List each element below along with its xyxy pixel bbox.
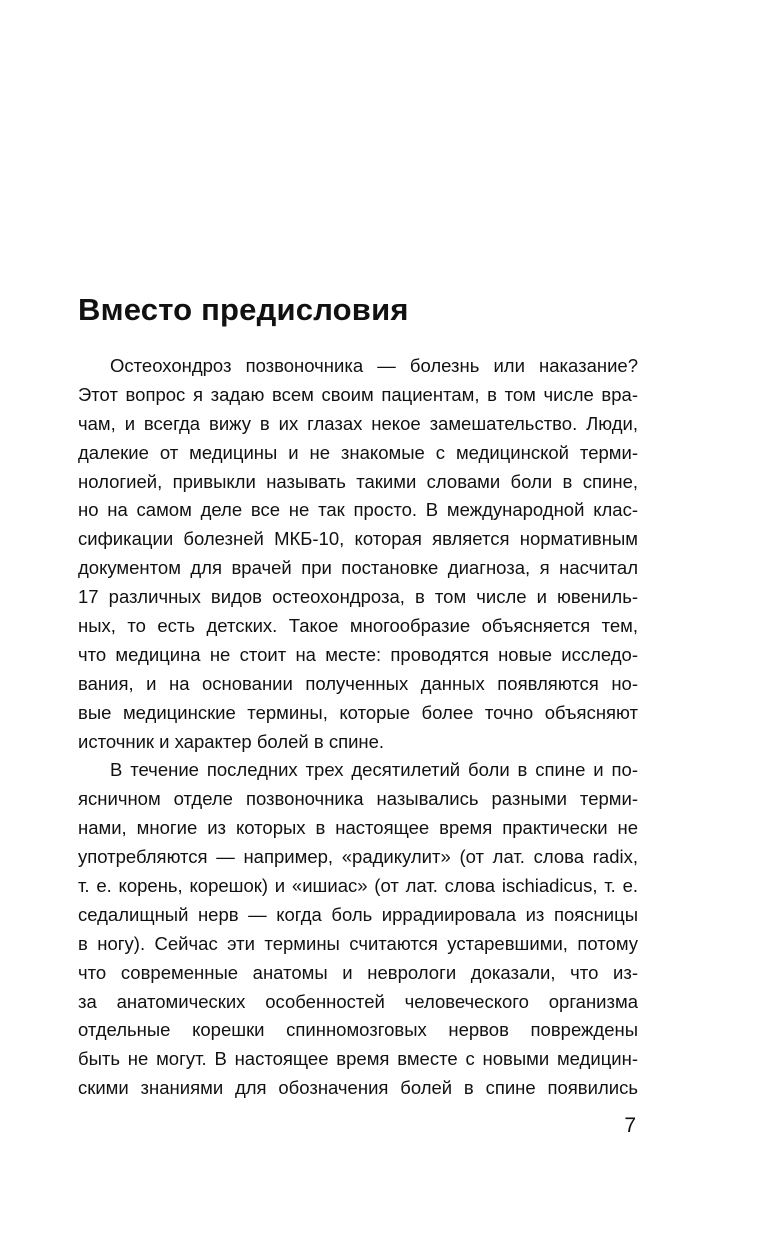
text-line: ных, то есть детских. Такое многообразие объясняется тем, [78, 615, 638, 637]
text-line: вания, и на основании полученных данных появляются но- [78, 672, 638, 694]
text-line: чам, и всегда вижу в их глазах некое замешательство. Люди, [78, 412, 638, 434]
page-number: 7 [624, 1114, 636, 1137]
text-line: далекие от медицины и не знакомые с медицинской терми- [78, 441, 638, 463]
chapter-heading: Вместо предисловия [78, 292, 409, 327]
text-line: что медицина не стоит на месте: проводятся новые исследо- [78, 643, 638, 665]
text-line: Этот вопрос я задаю всем своим пациентам, в том числе вра- [78, 383, 638, 405]
text-line: сификации болезней МКБ-10, которая является нормативным [78, 528, 638, 550]
text-line: документом для врачей при постановке диагноза, я насчитал [78, 557, 638, 579]
text-line: отдельные корешки спинномозговых нервов повреждены [78, 1019, 638, 1041]
text-line: скими знаниями для обозначения болей в спине появились [78, 1077, 638, 1099]
text-line: но на самом деле все не так просто. В международной клас- [78, 499, 638, 521]
text-line: Остеохондроз позвоночника — болезнь или наказание? [110, 355, 638, 376]
text-line: в ногу). Сейчас эти термины считаются устаревшими, потому [78, 932, 638, 954]
text-line: источник и характер болей в спине. [78, 730, 385, 752]
text-line: что современные анатомы и неврологи доказали, что из- [78, 961, 638, 983]
text-line: 17 различных видов остеохондроза, в том числе и ювениль- [78, 586, 638, 608]
text-line: т. е. корень, корешок) и «ишиас» (от лат. слова ischiadicus, т. е. [78, 875, 638, 897]
text-line: за анатомических особенностей человеческого организма [78, 990, 638, 1012]
text-line: седалищный нерв — когда боль иррадиировала из поясницы [78, 903, 638, 925]
text-line: ясничном отделе позвоночника назывались разными терми- [78, 788, 638, 810]
text-line: нами, многие из которых в настоящее время практически не [78, 817, 638, 839]
text-line: быть не могут. В настоящее время вместе с новыми медицин- [78, 1048, 638, 1070]
text-line: нологией, привыкли называть такими словами боли в спине, [78, 470, 638, 492]
text-line: вые медицинские термины, которые более точно объясняют [78, 701, 638, 723]
text-line: употребляются — например, «радикулит» (от лат. слова radix, [78, 846, 638, 868]
text-line: В течение последних трех десятилетий боли в спине и по- [110, 759, 638, 781]
body-text [78, 352, 638, 1103]
